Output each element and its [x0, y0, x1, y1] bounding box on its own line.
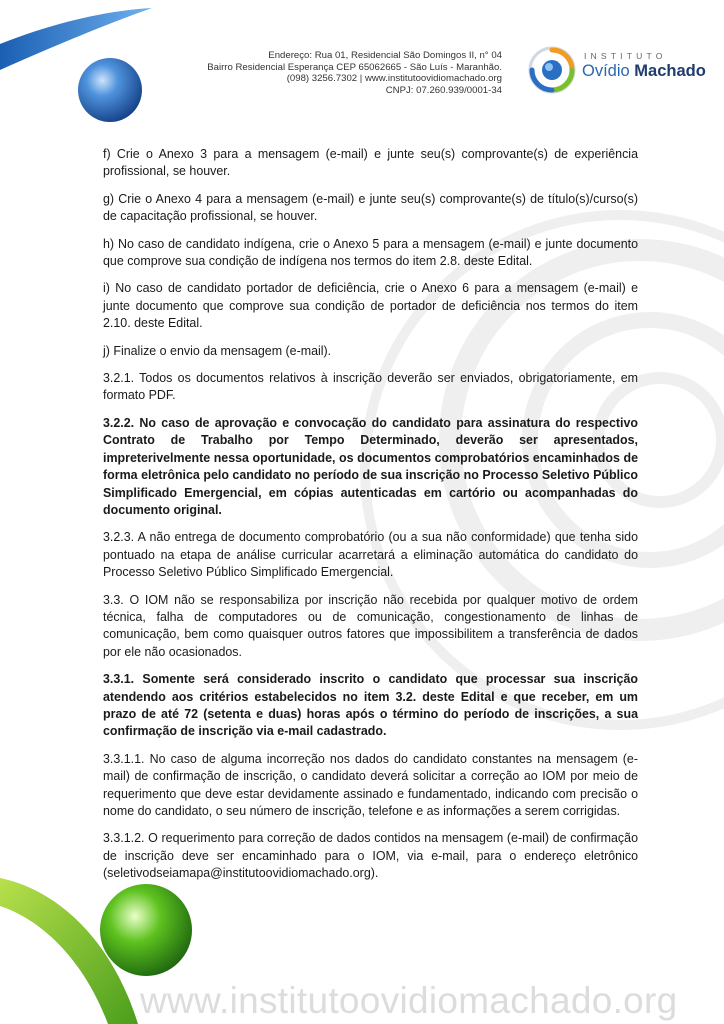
logo-instituto-text: INSTITUTO	[584, 51, 667, 61]
paragraph-3-2-1: 3.2.1. Todos os documentos relativos à inscrição deverão ser enviados, obrigatoriamente, em formato PDF.	[103, 371, 638, 403]
institute-logo-mark-icon	[526, 44, 578, 96]
paragraph-g: g) Crie o Anexo 4 para a mensagem (e-mail) e junte seu(s) comprovante(s) de título(s)/curso(s) de capacitação profissional, se houver.	[103, 191, 638, 224]
logo-name-light: Ovídio	[582, 62, 630, 80]
address-line: CNPJ: 07.260.939/0001-34	[385, 84, 502, 96]
footer-website-watermark: www.institutoovidiomachado.org	[140, 980, 678, 1021]
paragraph-3-3: 3.3. O IOM não se responsabiliza por inscrição não recebida por qualquer motivo de ordem técnica, falha de computadores ou de comunicação, congestionamento de linhas de comunicação, bem como quaisquer outros fatores que impossibilitem a transferência de dados por ele não ocasionados.	[103, 592, 638, 659]
blue-swoosh	[0, 8, 152, 70]
institute-logo	[526, 40, 716, 100]
paragraph-i: i) No caso de candidato portador de deficiência, crie o Anexo 6 para a mensagem (e-mail) e junte documento que comprove sua condição de portador de deficiência nos termos do item 2.10. deste Edital.	[103, 281, 638, 331]
address-line: (098) 3256.7302 | www.institutoovidiomachado.org	[286, 73, 502, 85]
logo-name	[582, 62, 706, 81]
paragraph-3-3-1: 3.3.1. Somente será considerado inscrito o candidato que processar sua inscrição atendendo aos critérios estabelecidos no item 3.2. deste Edital e que receber, em um prazo de até 72 (setenta e duas) horas após o término do período de inscrições, a sua confirmação de inscrição via e-mail cadastrado.	[103, 672, 638, 739]
logo-name-bold: Machado	[634, 62, 706, 80]
paragraph-j: j) Finalize o envio da mensagem (e-mail).	[103, 343, 332, 358]
address-line: Endereço: Rua 01, Residencial São Domingos II, n° 04	[268, 50, 502, 61]
paragraph-3-2-3: 3.2.3. A não entrega de documento comprobatório (ou a sua não conformidade) que tenha sido pontuado na etapa de análise curricular acarretará a eliminação automática do candidato do Processo Seletivo Público Simplificado Emergencial.	[103, 530, 638, 580]
paragraph-3-2-2: 3.2.2. No caso de aprovação e convocação do candidato para assinatura do respectivo Contrato de Trabalho por Tempo Determinado, deverão ser apresentados, impreterivelmente nessa oportunidade, os documentos comprobatórios encaminhados de forma eletrônica pelo candidato no período de sua inscrição no Processo Seletivo Público Simplificado Emergencial, em cópias autenticadas em cartório ou acompanhadas do documento original.	[103, 415, 638, 517]
header-address	[207, 50, 502, 96]
paragraph-f: f) Crie o Anexo 3 para a mensagem (e-mail) e junte seu(s) comprovante(s) de experiência profissional, se houver.	[103, 147, 638, 179]
document-body	[103, 146, 638, 893]
paragraph-3-3-1-2: 3.3.1.2. O requerimento para correção de dados contidos na mensagem (e-mail) de confirmação de inscrição deve ser encaminhado para o IOM, via e-mail, para o endereço eletrônico (seletivodseiamapa@institutoovidiomachado.org).	[103, 831, 638, 881]
paragraph-h: h) No caso de candidato indígena, crie o Anexo 5 para a mensagem (e-mail) e junte documento que comprove sua condição de indígena nos termos do item 2.8. deste Edital.	[103, 236, 638, 269]
paragraph-3-3-1-1: 3.3.1.1. No caso de alguma incorreção nos dados do candidato constantes na mensagem (e-mail) de confirmação de inscrição, o candidato deverá solicitar a correção ao IOM por meio de requerimento que deve estar devidamente assinado e fundamentado, indicando com precisão o nome do candidato, o seu número de inscrição, telefone e as informações a serem corrigidas.	[103, 751, 638, 818]
blue-sphere	[78, 58, 142, 122]
green-sphere	[100, 884, 192, 976]
address-line: Bairro Residencial Esperança CEP 65062665 - São Luís - Maranhão.	[207, 61, 502, 73]
